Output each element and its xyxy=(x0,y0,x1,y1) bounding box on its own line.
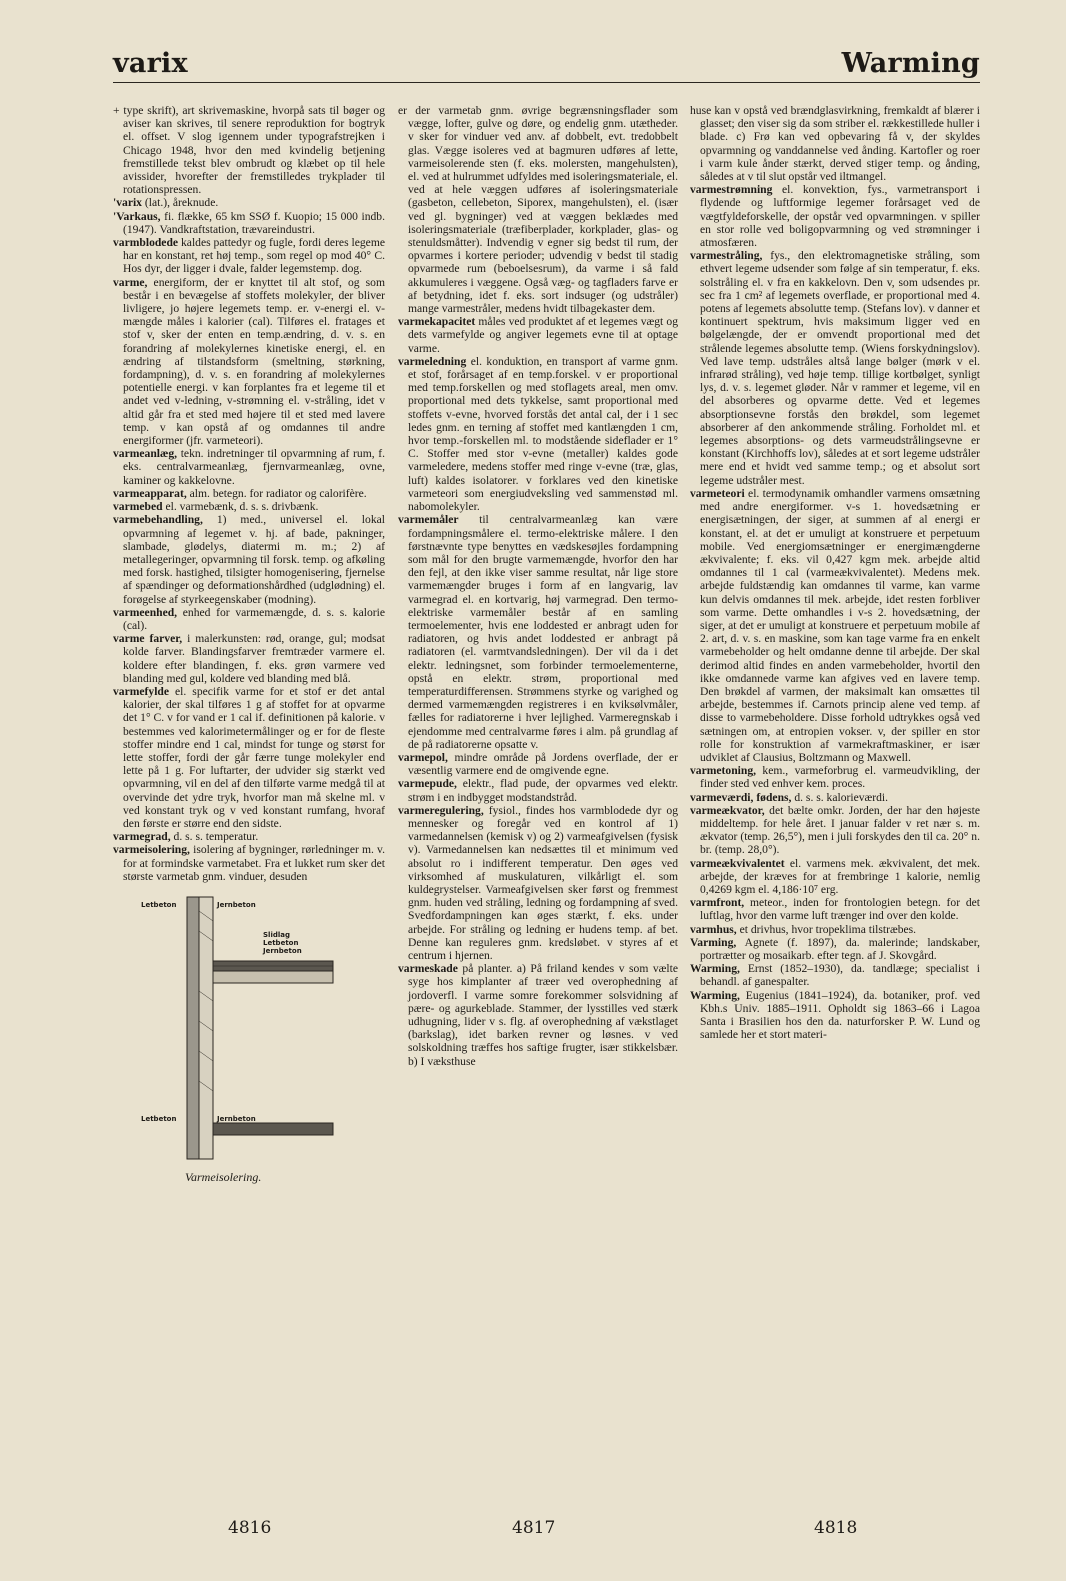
label-slidlag: Slidlag xyxy=(263,930,290,939)
dictionary-entry xyxy=(113,236,385,276)
column-1-entries xyxy=(113,104,385,883)
definition-text: energiform, der er knyttet til alt stof, og som består i en bevægelse af stoffets molekyler, der bliver livligere, jo højere legemets temp. er. v-energi el. v-mængde måles i kalorier (cal). Tilføres el. fratages et stof v, sker der enten en temp.ændring, d. v. s. en forandring af molekylernes kinetiske energi, el. en ændring af tilstandsform (smeltning, størkning, fordampning), d. v. s. en forandring af molekylernes potentielle energi. v kan forplantes fra et legeme til et andet ved v-ledning, v-strømning el. v-stråling, idet v altid går fra et sted med højere til et sted med lavere temp. v kan opstå af og omdannes til andre energiformer (jfr. varmeteori). xyxy=(123,275,385,448)
definition-text: enhed for varmemængde, d. s. s. kalorie (cal). xyxy=(123,605,385,632)
definition-text: meteor., inden for frontologien betegn. for det luftlag, hvor den varme luft trænger ind over den kolde. xyxy=(700,896,980,923)
definition-text: det bælte omkr. Jorden, der har den højeste middeltemp. for hele året. I januar falder v ret nær s. m. ækvator (temp. 26,5°), men i juli forskydes den til ca. 20° n. br. (temp. 28,0°). xyxy=(700,803,980,857)
label-jernbeton-bottom: Jernbeton xyxy=(217,1114,256,1123)
dictionary-entry xyxy=(113,685,385,830)
dictionary-entry xyxy=(690,896,980,922)
headword: varmeækvator, xyxy=(690,803,765,817)
headword: varmeanlæg, xyxy=(113,447,178,461)
dictionary-entry xyxy=(113,632,385,685)
headword: varmemåler xyxy=(398,513,459,527)
dictionary-entry xyxy=(690,104,980,183)
dictionary-entry xyxy=(690,923,980,936)
headword: varmekapacitet xyxy=(398,315,476,329)
definition-text: fysiol., findes hos varmblodede dyr og mennesker og foregår ved en kontrol af 1) varmedannelsen (kemisk v) og 2) varmeafgivelsen (fysisk v). Varmedannelsen kan nedsættes til et minimum ved absolut ro i indifferent temperatur. Den øges ved virksomhed af muskulaturen, vilkårligt el. som kuldegrystelser. Varmeafgivelsen sker først og fremmest gnm. huden ved stråling, ledning og fordampning af sved. Svedfordampningen kan øges stærkt, f. eks. under arbejde. For stråling og ledning er hudens temp. af bet. Denne kan reguleres gnm. kredsløbet. v styres af et centrum i hjernen. xyxy=(408,803,678,962)
dictionary-entry xyxy=(690,936,980,962)
header-rule xyxy=(113,82,980,83)
definition-text: el. varmens mek. ækvivalent, det mek. arbejde, der kræves for at frembringe 1 kalorie, nemlig 0,4269 kgm el. 4,186·10⁷ erg. xyxy=(700,856,980,896)
definition-text: på planter. a) På friland kendes v som vælte syge hos kimplanter af træer ved overophedning af jordoverfl. I varme somre forekommer solsvidning af pære- og agurkeblade. Stammer, der lysstilles ved stærk udhugning, lider v s. flg. af overophedning af vækstlaget (barkslag), idet barken revner og løsnes. v ved solskoldning træffes hos saftige frugter, især stikkelsbær. b) I væksthuse xyxy=(408,962,678,1068)
dictionary-entry xyxy=(113,447,385,487)
definition-text: Ernst (1852–1930), da. tandlæge; specialist i behandl. af ganespalter. xyxy=(700,962,980,989)
headword: varmepude, xyxy=(398,777,457,791)
headword: varmetoning, xyxy=(690,764,757,778)
dictionary-entry xyxy=(690,249,980,487)
definition-text: Eugenius (1841–1924), da. botaniker, prof. ved Kbh.s Univ. 1885–1911. Opholdt sig 1863–66 i Lagoa Santa i Brasilien hos den da. naturforsker P. W. Lund og samlede her et stort materi- xyxy=(700,988,980,1042)
definition-text: el. specifik varme for et stof er det antal kalorier, der skal tilføres 1 g af stoffet for at opvarme det 1° C. v for vand er 1 cal if. definitionen på kalorie. v bestemmes ved kalorimetermålinger og er for de fleste stoffer mindre end 1 cal, mindst for tunge og størst for lette stoffer, fordi der går færre tunge molekyler end lette på 1 g. For luftarter, der udvider sig stærkt ved opvarmning, vil en del af den tilførte varme medgå til at overvinde det ydre tryk, hvorfor man må skelne ml. v ved konstant tryk og v ved konstant rumfang, hvoraf den første er større end den sidste. xyxy=(123,684,385,830)
dictionary-entry xyxy=(398,962,678,1068)
definition-text: et drivhus, hvor tropeklima tilstræbes. xyxy=(736,922,917,936)
label-letbeton-top: Letbeton xyxy=(141,900,177,909)
dictionary-entry xyxy=(690,183,980,249)
headword: varmestråling, xyxy=(690,249,763,263)
definition-text: elektr., flad pude, der opvarmes ved elektr. strøm i en indbygget modstandstråd. xyxy=(408,777,678,804)
headword: varmefylde xyxy=(113,684,170,698)
dictionary-entry xyxy=(398,751,678,777)
definition-text: tekn. indretninger til opvarmning af rum, f. eks. centralvarmeanlæg, fjernvarmeanlæg, ovne, kaminer og kakkelovne. xyxy=(123,447,385,487)
definition-text: el. konvektion, fys., varmetransport i flydende og luftformige legemer forårsaget ved de vægtfyldeforskelle, der opstår ved opvarmningen. v spiller en stor rolle ved boligopvarmning og ved strømninger i atmosfæren. xyxy=(700,183,980,250)
dictionary-entry xyxy=(690,857,980,897)
headword: varmeledning xyxy=(398,354,467,368)
dictionary-entry xyxy=(113,830,385,843)
definition-text: i malerkunsten: rød, orange, gul; modsat kolde farver. Blandingsfarver fremtræder varmere el. koldere efter blandingen, f. eks. grøn varmere ved blanding med gul, koldere ved blanding med blå. xyxy=(123,632,385,685)
headword: varmblodede xyxy=(113,236,179,250)
headword: varmebed xyxy=(113,500,163,514)
definition-text: måles ved produktet af et legemes vægt og dets varmefylde og angiver legemets evne til at optage varme. xyxy=(408,315,678,355)
definition-text: 1) med., universel el. lokal opvarmning af legemet v. hj. af bade, pakninger, slambade, glødelys, diatermi m. m.; 2) af metallegeringer, opvarmning til forsk. temp. og afkøling med forsk. hastighed, tilsigter homogenisering, fjernelse af spændinger og deformationshårdhed (udglødning) el. forøgelse af styrkeegenskaber (modning). xyxy=(123,513,385,606)
varmeisolering-figure xyxy=(113,891,385,1191)
dictionary-entry xyxy=(113,487,385,500)
dictionary-entry xyxy=(113,843,385,883)
dictionary-entry xyxy=(398,804,678,962)
headword: varmeskade xyxy=(398,962,458,976)
definition-text: (lat.), åreknude. xyxy=(141,196,219,210)
headword: varmebehandling, xyxy=(113,513,203,527)
dictionary-entry xyxy=(398,104,678,315)
dictionary-entry xyxy=(690,764,980,790)
headword: Warming, xyxy=(690,988,740,1002)
definition-text: d. s. s. kalorieværdi. xyxy=(791,790,889,804)
column-1 xyxy=(113,104,385,1504)
dictionary-entry xyxy=(113,500,385,513)
headword: varmeisolering, xyxy=(113,843,190,857)
page-number-middle: 4817 xyxy=(512,1518,556,1538)
definition-text: Agnete (f. 1897), da. malerinde; landskaber, portrætter og mosaikarb. efter tegn. af J. Skovgård. xyxy=(700,935,980,962)
dictionary-entry xyxy=(690,487,980,764)
dictionary-entry xyxy=(690,804,980,857)
figure-caption: Varmeisolering. xyxy=(185,1169,262,1184)
definition-text: er der varmetab gnm. øvrige begrænsningsflader som vægge, lofter, gulve og døre, og endelig gnm. utætheder. v sker for vinduer ved anv. af dobbelt, evt. tredobbelt glas. Vægge isoleres ved at bagmuren udføres af lette, varmeisolerende sten (f. eks. molersten, mangehulsten), el. ved at hulrummet udfyldes med isoleringsmateriale, el. ved at hele væggen udføres af isoleringsmateriale (gasbeton, cellebeton, Siporex, mangehulsten), el. (især ved gl. bygninger) ved at væggen beklædes med isoleringsmateriale (træfiberplader, korkplader, glas- og stenuldsmåtter). Indvendig v egner sig bedst til rum, der opvarmes i kortere perioder; udvendig v bedst til stadig opvarmede rum (beboelsesrum), da varme i så fald akkumuleres i væggene. Også væg- og tagfladers farve er af betydning, idet f. eks. sort indsuger (og udstråler) mange varmestråler, medens hvidt tilbagekaster dem. xyxy=(398,104,678,316)
definition-text: kaldes pattedyr og fugle, fordi deres legeme har en konstant, ret høj temp., som regel op mod 40° C. Hos dyr, der ligger i dvale, falder legemstemp. dog. xyxy=(123,236,385,276)
dictionary-entry xyxy=(398,513,678,751)
page-number-left: 4816 xyxy=(228,1518,272,1538)
headword: 'varix xyxy=(113,196,142,210)
definition-text: fi. flække, 65 km SSØ f. Kuopio; 15 000 indb. (1947). Vandkraftstation, trævareindustri. xyxy=(123,209,385,236)
dictionary-entry xyxy=(690,989,980,1042)
definition-text: el. termodynamik omhandler varmens omsætning med andre energiformer. v-s 1. hovedsætning er energisætningen, der siger, at summen af al energi er konstant, el. at det er umuligt at konstruere et perpetuum mobile. Ved energiomsætninger er energimængderne ækvivalente; f. eks. vil 0,427 kgm mek. arbejde altid omdannes til 1 cal (varmeækvivalentet). Medens mek. arbejde fuldstændig kan omdannes til varme, kan varme kun delvis omdannes til mek. arbejde, idet resten forbliver som varme. Dette omhandles i v-s 2. hovedsætning, der siger, at det er umuligt at konstruere et perpetuum mobile af 2. art, d. v. s. en maskine, som kan tage varme fra en enkelt varmebeholder og helt omdanne denne til arbejde. Der skal derimod altid findes en anden varmebeholder, hvortil den ikke omdannede varme kan afgives ved en lavere temp. Den brøkdel af varmen, der maksimalt kan omsættes til arbejde, bestemmes if. Carnots princip alene ved temp. af disse to varmebeholdere. Disse forhold udtrykkes også ved sætningen om, at entropien vokser. v, der spiller en stor rolle for konstruktion af varmekraftmaskiner, er især udviklet af Clausius, Boltzmann og Maxwell. xyxy=(700,486,980,764)
dictionary-entry xyxy=(690,962,980,988)
definition-text: el. konduktion, en transport af varme gnm. et stof, forårsaget af en temp.forskel. v er proportional med temp.forskellen og med stoflagets areal, men omv. proportional med dets tykkelse, samt proportional med stoffets v-evne, hvorved forstås det antal cal, der i 1 sec ledes gnm. en terning af stoffet med kantlængden 1 cm, hvor temp.-forskellen ml. to modstående sideflader er 1° C. Stoffer med stor v-evne (metaller) kaldes gode varmeledere, medens stoffer med ringe v-evne (træ, glas, luft) kaldes isolatorer. v forklares ved den kinetiske varmeteori som energiudveksling ved sammenstød ml. nabomolekyler. xyxy=(408,354,678,514)
wall-section-diagram xyxy=(113,891,343,1171)
definition-text: mindre område på Jordens overflade, der er væsentlig varmere end de omgivende egne. xyxy=(408,750,678,778)
guide-word-right: Warming xyxy=(841,48,980,79)
headword: varmeapparat, xyxy=(113,486,187,500)
dictionary-entry xyxy=(113,606,385,632)
dictionary-entry xyxy=(398,315,678,355)
dictionary-entry xyxy=(690,791,980,804)
definition-text: huse kan v opstå ved brændglasvirkning, fremkaldt af blærer i glasset; den viser sig da som striber el. rækkestillede huller i blade. c) Frø kan ved opbevaring få v, der skyldes opvarmning og vanddannelse ved ånding. Kartofler og roer i varm kule ånder stærkt, derved stiger temp. og ånding, således at v til slut opstår ved iltmangel. xyxy=(690,104,980,184)
headword: varme, xyxy=(113,275,148,289)
page-number-right: 4818 xyxy=(814,1518,858,1538)
label-jernbeton-top: Jernbeton xyxy=(217,900,256,909)
label-letbeton-mid: Letbeton xyxy=(263,938,299,947)
headword: varmhus, xyxy=(690,922,737,936)
dictionary-entry xyxy=(113,104,385,196)
headword: varmfront, xyxy=(690,896,745,910)
headword: Varming, xyxy=(690,935,737,949)
dictionary-entry xyxy=(113,210,385,236)
column-2-entries xyxy=(398,104,678,1068)
headword: varmeværdi, fødens, xyxy=(690,790,792,804)
headword: 'Varkaus, xyxy=(113,209,161,223)
label-letbeton-bottom: Letbeton xyxy=(141,1114,177,1123)
headword: varmeækvivalentet xyxy=(690,856,785,870)
headword: varmepol, xyxy=(398,750,448,764)
definition-text: isolering af bygninger, rørledninger m. v. for at formindske varmetabet. Fra et lukket rum sker det største varmetab gnm. vinduer, desuden xyxy=(123,843,385,883)
definition-text: el. varmebænk, d. s. s. drivbænk. xyxy=(162,500,319,514)
headword: varmegrad, xyxy=(113,830,171,844)
column-3 xyxy=(690,104,980,1504)
definition-text: + type skrift), art skrivemaskine, hvorpå sats til bøger og aviser kan skrives, til senere reproduktion for bogtryk el. offset. V slog igennem under typografstrejken i Chicago 1948, hvor den med kvindelig betjening fremstillede tekst blev ombrudt og klæbet op til hele avissider, hvorefter der fremstilledes trykplader til rotationspressen. xyxy=(113,104,385,197)
column-3-entries xyxy=(690,104,980,1041)
definition-text: kem., varmeforbrug el. varmeudvikling, der finder sted ved enhver kem. proces. xyxy=(700,764,980,791)
headword: Warming, xyxy=(690,962,740,976)
definition-text: til centralvarmeanlæg kan være fordampningsmålere el. termo-elektriske målere. I den førstnævnte type benyttes en vædskesøjles fordampning som mål for den brugte varmemængde, hvorfor den har den fejl, at den ikke viser samme resultat, når lige store varmemængder bruges i form af en langvarig, lav varmegrad el. en kortvarig, høj varmegrad. Den termo-elektriske varmemåler består af en samling termoelementer, hvis ene loddested er anbragt uden for radiatoren, og hvis andet loddested er anbragt på radiatoren (el. varmtvandsledningen). Der vil da i det elektr. ledningsnet, som forbinder termoelementerne, opstå en elektr. strøm, proportional med temperaturdifferensen. Strømmens styrke og varighed og dermed varmemængden registreres i en kviksølvmåler, fælles for radiatorerne i hver lejlighed. Varmeregnskab i ejendomme med centralvarme føres i alm. på grundlag af de på radiatorerne opsatte v. xyxy=(408,513,678,751)
headword: varmeenhed, xyxy=(113,605,178,619)
column-2 xyxy=(398,104,678,1504)
dictionary-entry xyxy=(113,513,385,605)
definition-text: alm. betegn. for radiator og calorifère. xyxy=(186,486,367,500)
headword: varme farver, xyxy=(113,632,183,646)
dictionary-entry xyxy=(113,196,385,209)
definition-text: fys., den elektromagnetiske stråling, som ethvert legeme udsender som følge af sin temperatur, f. eks. solstråling el. v fra en kakkelovn. Den v, som udsendes pr. sec fra 1 cm² af legemets overflade, er proportional med 4. potens af legemets absolutte temp. (Stefans lov). v danner et kontinuert spektrum, hvis maksimum ligger ved en bølgelængde, der er omvendt proportional med det strålende legemes absolutte temp. (Wiens forskydningslov). Ved lave temp. udstråles altså lange bølger (mørk v el. infrarød stråling), ved høje temp. tillige kortbølget, synligt lys, d. v. s. legemet gløder. Når v rammer et legeme, vil en del absorberes og opvarme dette. Ved et legemes absorptionsevne forstås den brøkdel, som legemet absorberer af den ankommende stråling. Forholdet ml. et legemes absorptions- og dets varmeudstrålingsevne er konstant (Kirchhoffs lov), således at et sort legeme udstråler mere end et hvidt ved samme temp.; og et absolut sort legeme udstråler mest. xyxy=(700,249,980,487)
dictionary-entry xyxy=(113,276,385,448)
headword: varmestrømning xyxy=(690,183,773,197)
headword: varmeregulering, xyxy=(398,803,484,817)
definition-text: d. s. s. temperatur. xyxy=(170,830,259,844)
guide-word-left: varix xyxy=(113,48,188,79)
label-jernbeton-mid: Jernbeton xyxy=(263,946,302,955)
headword: varmeteori xyxy=(690,486,745,500)
dictionary-entry xyxy=(398,777,678,803)
dictionary-entry xyxy=(398,355,678,513)
